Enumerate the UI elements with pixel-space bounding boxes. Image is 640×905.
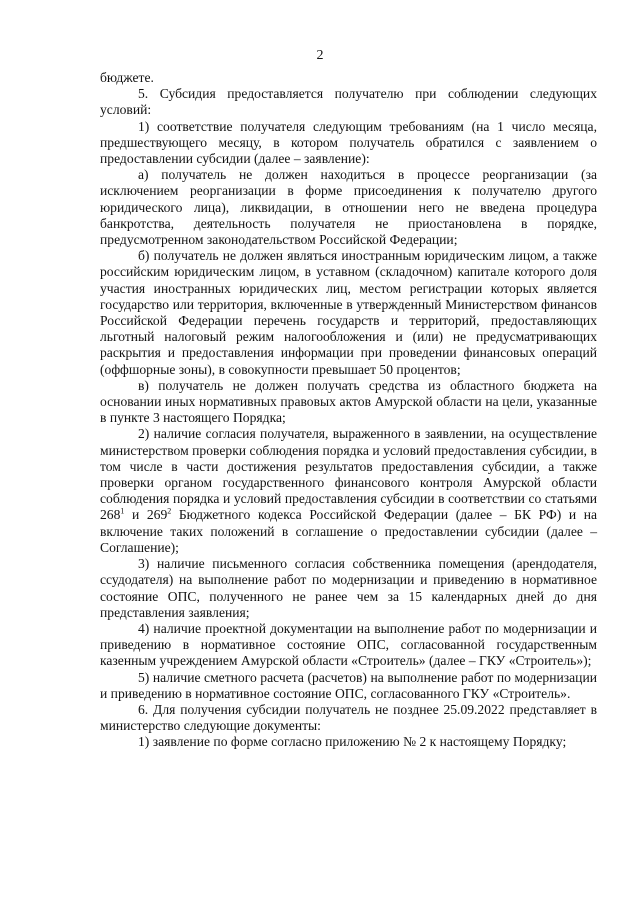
superscript-article-268: 1 [120,506,125,516]
paragraph-condition-2 [100,426,597,556]
paragraph-subitem-v: в) получатель не должен получать средства из областного бюджета на основании иных нормативных правовых актов Амурской области на цели, указанные в пункте 3 настоящего Порядка; [100,377,597,426]
paragraph-subitem-a: а) получатель не должен находиться в процессе реорганизации (за исключением реорганизации в форме присоединения к получателю другого юридического лица), ликвидации, в отношении него не введена процедура банкротства, деятельность получателя не приостановлена в порядке, предусмотренном законодательством Российской Федерации; [100,167,597,248]
superscript-article-269: 2 [167,506,172,516]
condition-2-text-after: Бюджетного кодекса Российской Федерации (далее – БК РФ) и на включение таких положений в соглашение о предоставлении субсидии (далее – Соглашение); [100,507,598,555]
paragraph-condition-5: 5) наличие сметного расчета (расчетов) на выполнение работ по модернизации и приведению в нормативное состояние ОПС, согласованного ГКУ «Строитель». [100,669,597,701]
condition-2-text-middle: и 269 [124,507,168,523]
paragraph-subitem-b: б) получатель не должен являться иностранным юридическим лицом, а также российским юридическим лицом, в уставном (складочном) капитале которого доля участия иностранных юридических лиц, местом регистрации которых является государство или территория, включенные в утвержденный Министерством финансов Российской Федерации перечень государств и территорий, предоставляющих льготный налоговый режим налогообложения и (или) не предусматривающих раскрытия и предоставления информации при проведении финансовых операций (оффшорные зоны), в совокупности превышает 50 процентов; [100,248,597,377]
paragraph-budget-end: бюджете. [100,70,154,85]
document-body [100,70,597,751]
paragraph-condition-3: 3) наличие письменного согласия собственника помещения (арендодателя, ссудодателя) на выполнение работ по модернизации и приведению в нормативное состояние ОПС, полученного не ранее чем за 15 календарных дней до дня представления заявления; [100,556,597,620]
condition-2-text-before: 2) наличие согласия получателя, выраженного в заявлении, на осуществление министерством проверки соблюдения порядка и условий предоставления субсидии, в том числе в части достижения результатов предоставления субсидии, а также проверки органом государственного финансового контроля Амурской области соблюдения порядка и условий предоставления субсидии в соответствии со статьями 268 [100,426,597,523]
page-number: 2 [316,48,324,63]
paragraph-document-1: 1) заявление по форме согласно приложению № 2 к настоящему Порядку; [138,734,567,750]
paragraph-condition-1: 1) соответствие получателя следующим требованиям (на 1 число месяца, предшествующего месяцу, в котором получатель обратился с заявлением о предоставлении субсидии (далее – заявление): [100,118,597,167]
paragraph-condition-4: 4) наличие проектной документации на выполнение работ по модернизации и приведению в нормативное состояние ОПС, согласованной государственным казенным учреждением Амурской области «Строитель» (далее – ГКУ «Строитель»); [100,620,597,669]
paragraph-clause-6: 6. Для получения субсидии получатель не позднее 25.09.2022 представляет в министерство следующие документы: [100,701,597,734]
paragraph-clause-5: 5. Субсидия предоставляется получателю при соблюдении следующих условий: [100,86,597,118]
